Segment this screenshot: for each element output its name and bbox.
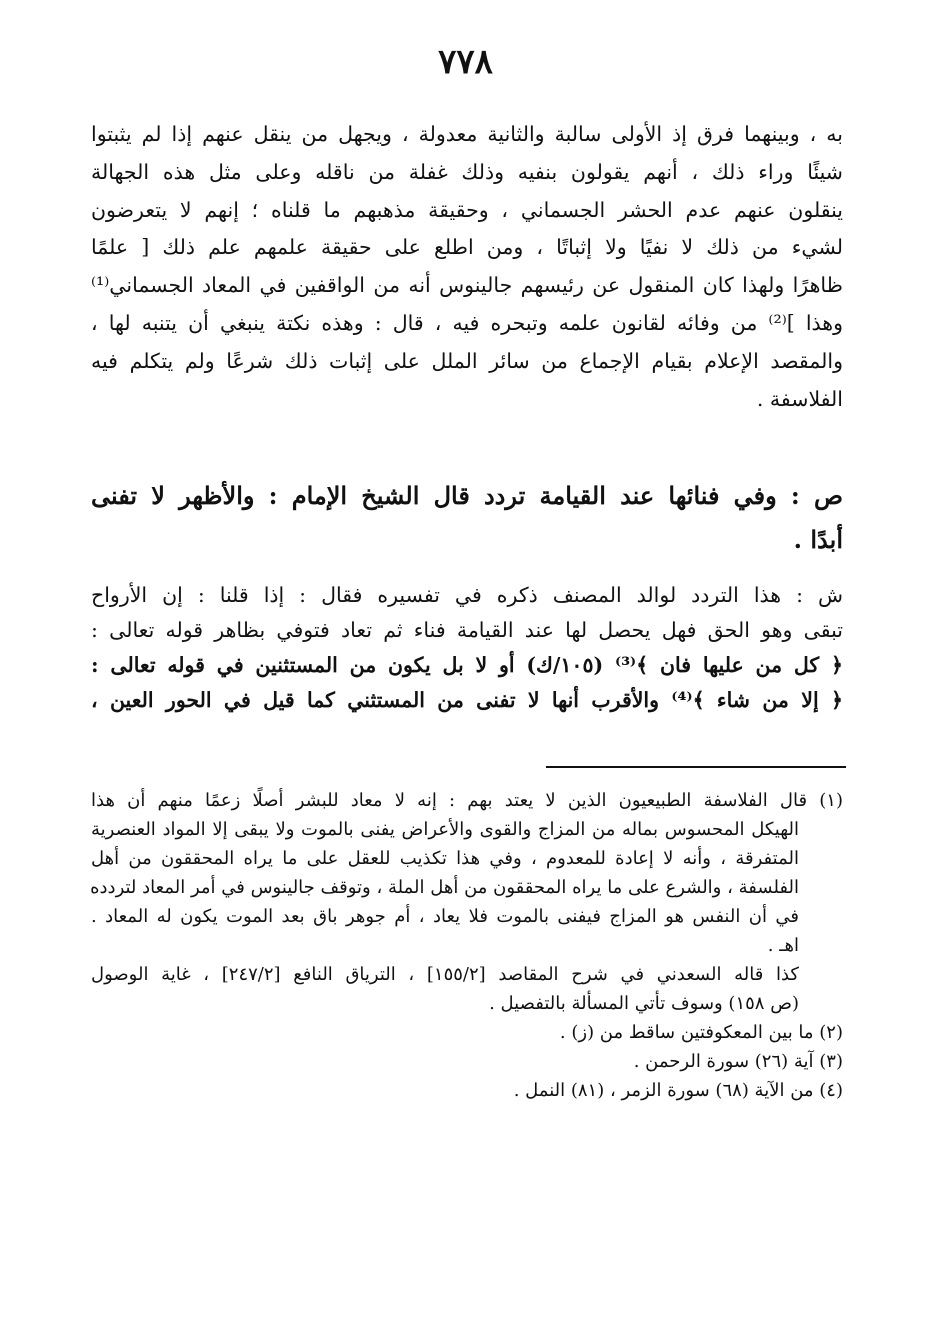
sharh-line: ﴿ كل من عليها فان ﴾⁽³⁾ (١٠٥/ك) أو لا بل يكون من المستثنين في قوله تعالى :: [91, 653, 843, 677]
footnote-separator: [546, 766, 846, 768]
text-line: ظاهرًا ولهذا كان المنقول عن رئيسهم جالينوس أنه من الواقفين في المعاد الجسماني⁽¹⁾: [91, 273, 843, 298]
text-line: ينقلون عنهم عدم الحشر الجسماني ، وحقيقة مذهبهم ما قلناه ؛ إنهم لا يتعرضون: [91, 197, 843, 222]
footnotes: [91, 786, 843, 1105]
sharh-line: ﴿ إلا من شاء ﴾⁽⁴⁾ والأقرب أنها لا تفنى من المستثني كما قيل في الحور العين ،: [91, 688, 843, 712]
text-line: وهذا ]⁽²⁾ من وفائه لقانون علمه وتبحره فيه ، قال : وهذه نكتة ينبغي أن يتنبه لها ،: [91, 310, 843, 335]
footnote-line: الهيكل المحسوس بماله من المزاج والقوى والأعراض يفنى بالموت ولا يبقى إلا المواد العنصرية: [91, 819, 799, 840]
text-line: شيئًا وراء ذلك ، أنهم يقولون بنفيه وذلك غفلة من ناقله وعلى مثل هذه الجهالة: [91, 159, 843, 184]
sharh-line: تبقى وهو الحق فهل يحصل لها عند القيامة فناء ثم تعاد فتوفي بظاهر قوله تعالى :: [91, 618, 843, 642]
matn-text: [91, 474, 843, 562]
footnote-line: (ص ١٥٨) وسوف تأتي المسألة بالتفصيل .: [489, 993, 799, 1014]
text-line: الفلاسفة .: [756, 386, 843, 411]
commentary-paragraph: [91, 116, 843, 418]
text-line: به ، وبينهما فرق إذ الأولى سالبة والثانية معدولة ، ويجهل من ينقل عنهم إذا لم يثبتوا: [91, 122, 843, 146]
footnote-line: الفلسفة ، والشرع على ما يراه المحققون من أهل الملة ، وتوقف جالينوس في أمر المعاد لتردده: [90, 877, 799, 898]
footnote-2: (٢) ما بين المعكوفتين ساقط من (ز) .: [559, 1022, 843, 1043]
footnote-4: (٤) من الآية (٦٨) سورة الزمر ، (٨١) النمل .: [513, 1080, 843, 1101]
sharh-line: ش : هذا التردد لوالد المصنف ذكره في تفسيره فقال : إذا قلنا : إن الأرواح: [91, 583, 843, 607]
footnote-3: (٣) آية (٢٦) سورة الرحمن .: [633, 1051, 843, 1072]
text-line: لشيء من ذلك لا نفيًا ولا إثباتًا ، ومن اطلع على حقيقة علمهم علم ذلك [ علمًا: [91, 235, 843, 260]
page-number: ٧٧٨: [438, 42, 493, 82]
sharh-text: [91, 578, 843, 718]
matn-line: أبدًا .: [793, 525, 843, 554]
footnote-line: المتفرقة ، وأنه لا إعادة للمعدوم ، وفي هذا تكذيب للعقل على ما يراه المحققون من أهل: [91, 848, 799, 869]
footnote-line: في أن النفس هو المزاج فيفنى بالموت فلا يعاد ، أم جوهر باق بعد الموت يكون له المعاد .: [91, 906, 799, 927]
footnote-line: (١) قال الفلاسفة الطبيعيون الذين لا يعتد بهم : إنه لا معاد للبشر أصلًا زعمًا منهم أن هذا: [91, 790, 843, 811]
footnote-line: اهـ .: [767, 935, 799, 956]
text-line: والمقصد الإعلام بقيام الإجماع من سائر الملل على إثبات ذلك شرعًا ولم يتكلم فيه: [91, 348, 843, 373]
matn-line: ص : وفي فنائها عند القيامة تردد قال الشيخ الإمام : والأظهر لا تفنى: [91, 481, 843, 510]
footnote-line: كذا قاله السعدني في شرح المقاصد [١٥٥/٢] ، الترياق النافع [٢٤٧/٢] ، غاية الوصول: [91, 964, 799, 985]
